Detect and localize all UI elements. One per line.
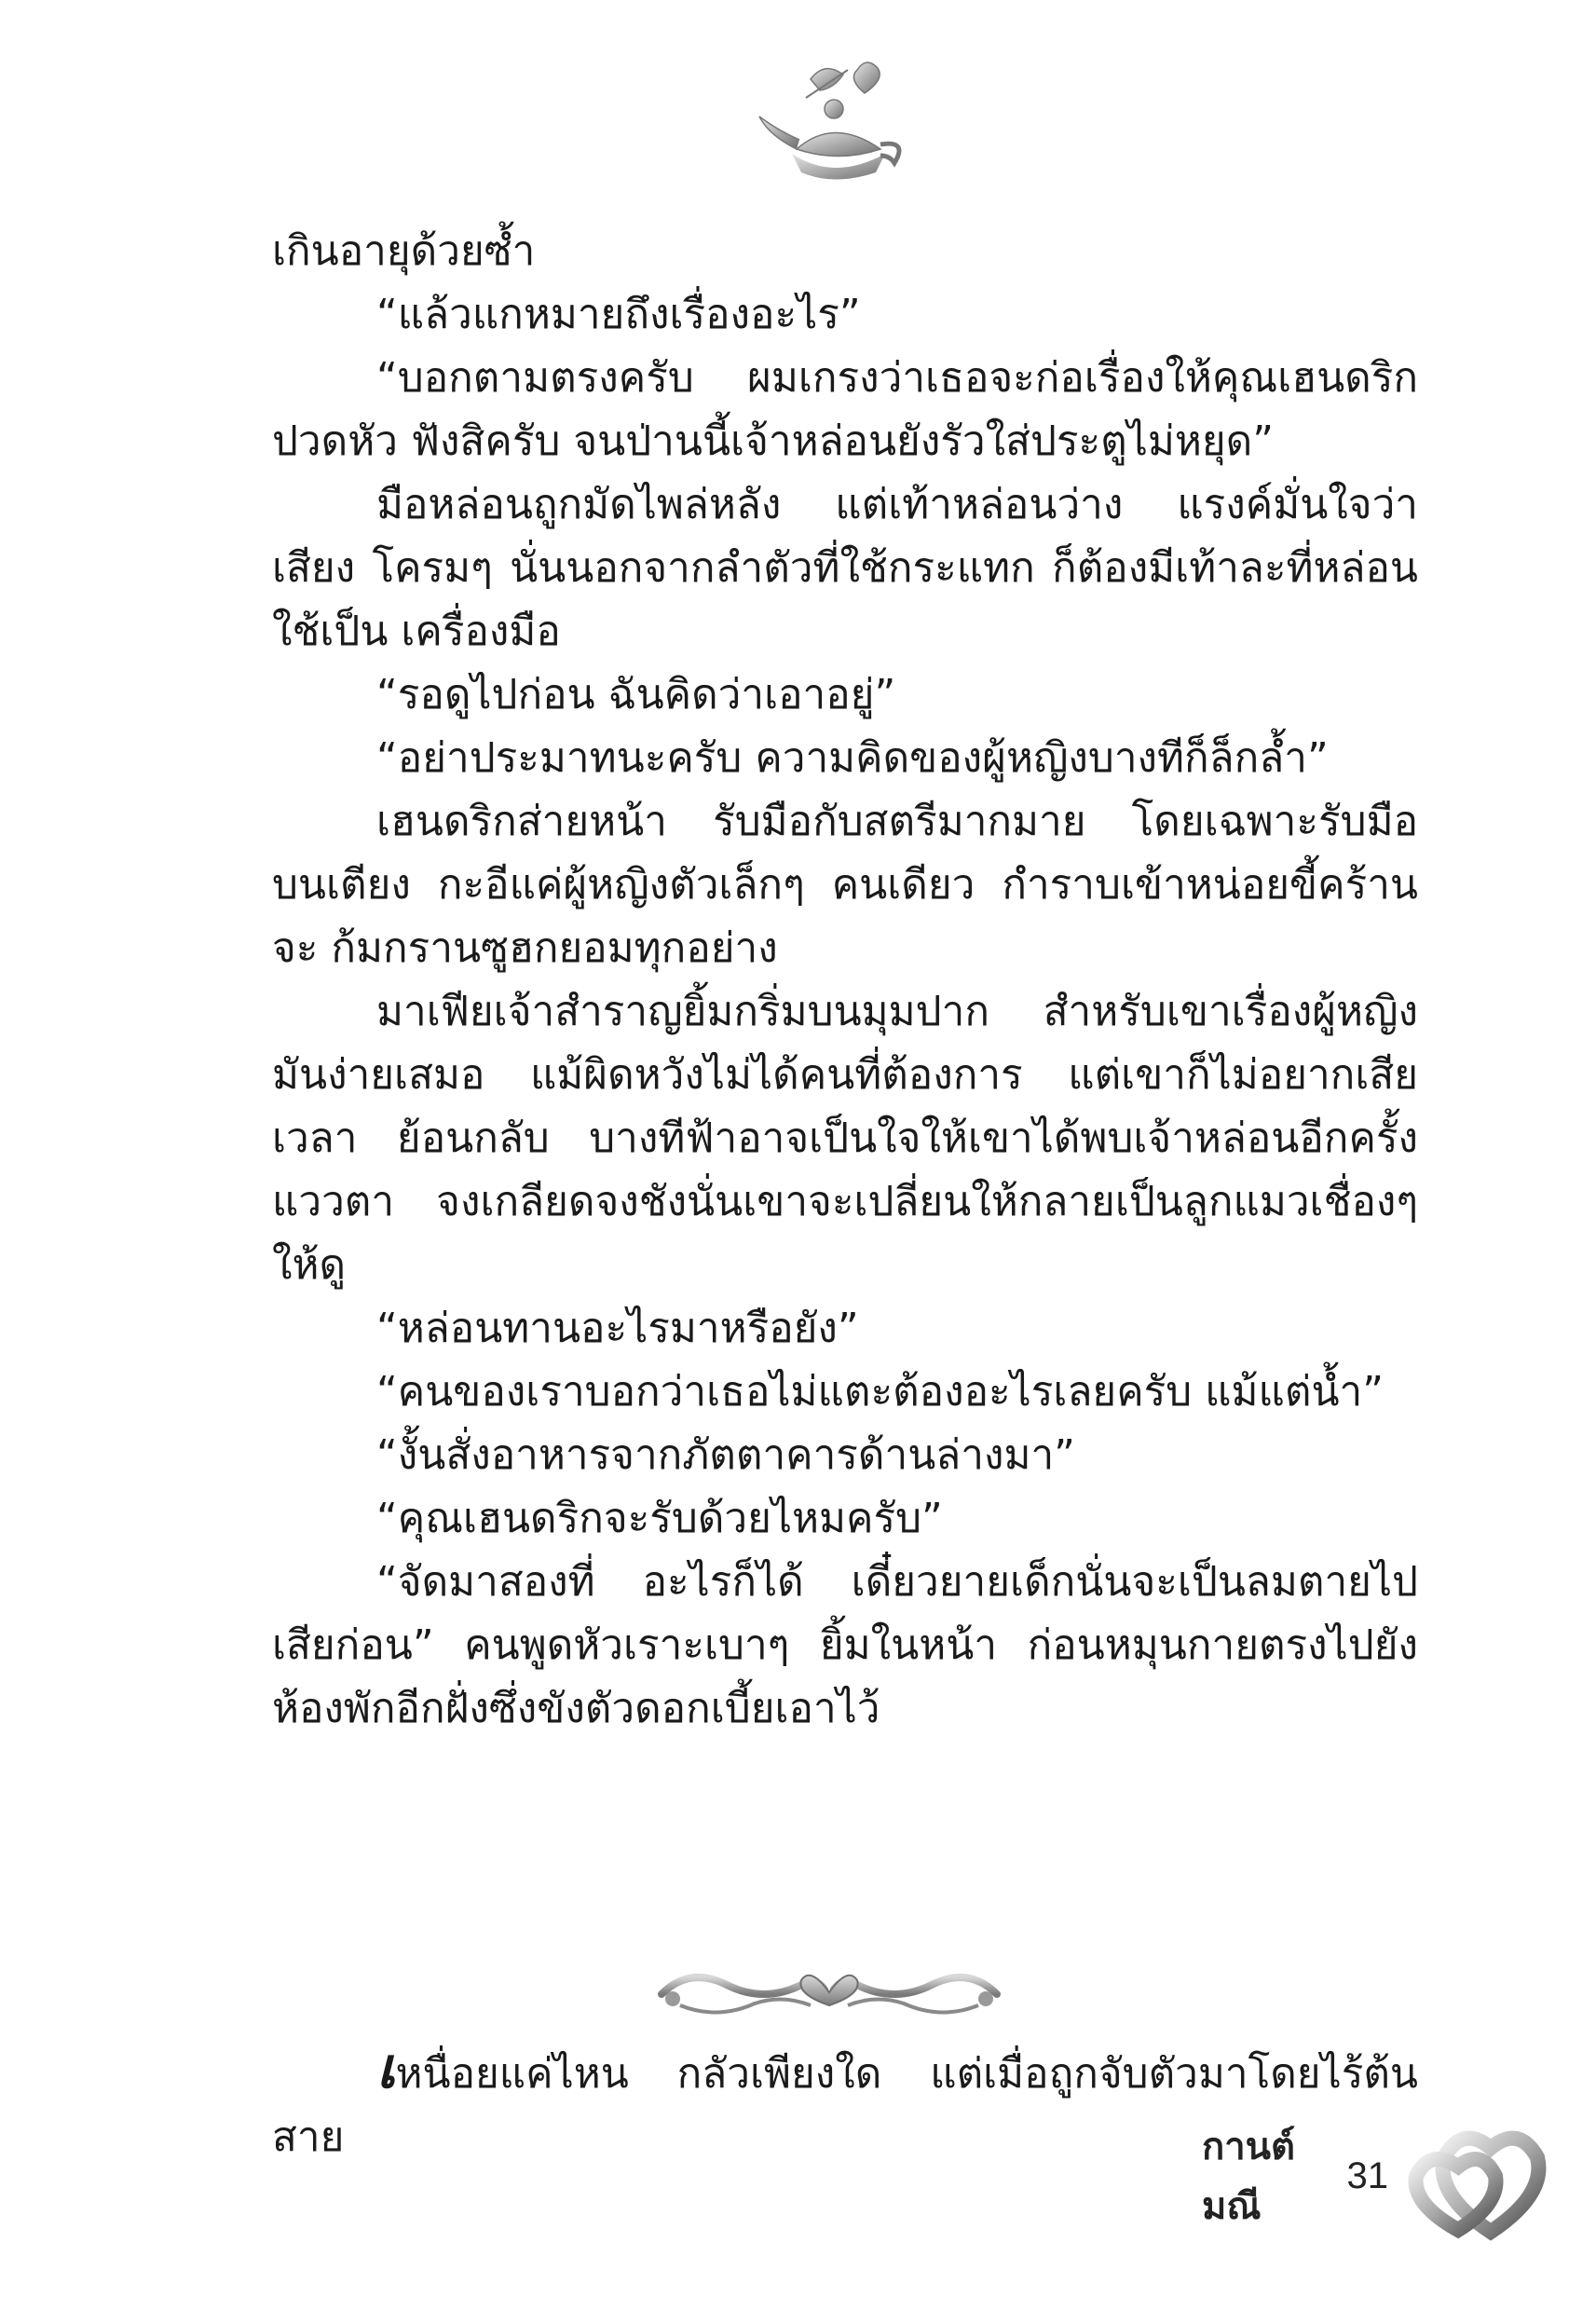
page-number: 31 bbox=[1346, 2154, 1388, 2196]
teapot-ornament-icon bbox=[755, 51, 913, 191]
paragraph-3: “บอกตามตรงครับ ผมเกรงว่าเธอจะก่อเรื่องให้คุณเฮนดริก ปวดหัว ฟังสิครับ จนป่านนี้เจ้าหล่อนยังรัวใส่ประตูไม่หยุด” bbox=[272, 354, 1418, 465]
paragraph-8: มาเฟียเจ้าสำราญยิ้มกริ่มบนมุมปาก สำหรับเขาเรื่องผู้หญิง มันง่ายเสมอ แม้ผิดหวังไม่ได้คนที่ต้องการ แต่เขาก็ไม่อยากเสียเวลา ย้อนกลับ บางทีฟ้าอาจเป็นใจให้เขาได้พบเจ้าหล่อนอีกครั้ง แววตา จงเกลียดจงชังนั่นเขาจะเปลี่ยนให้กลายเป็นลูกแมวเชื่องๆ ให้ดู bbox=[272, 988, 1418, 1289]
paragraph-6: “อย่าประมาทนะครับ ความคิดของผู้หญิงบางทีก็ล็กล้ำ” bbox=[376, 734, 1329, 782]
body-text bbox=[272, 220, 1418, 1741]
paragraph-1: เกินอายุด้วยซ้ำ bbox=[272, 227, 536, 275]
paragraph-10: “คนของเราบอกว่าเธอไม่แตะต้องอะไรเลยครับ แม้แต่น้ำ” bbox=[376, 1368, 1385, 1415]
drop-cap: เ bbox=[376, 2036, 396, 2101]
paragraph-5: “รอดูไปก่อน ฉันคิดว่าเอาอยู่” bbox=[376, 671, 896, 718]
section-divider-ornament-icon bbox=[652, 1948, 1006, 2031]
page-footer bbox=[1202, 2126, 1388, 2227]
paragraph-7: เฮนดริกส่ายหน้า รับมือกับสตรีมากมาย โดยเฉพาะรับมือ บนเตียง กะอีแค่ผู้หญิงตัวเล็กๆ คนเดียว กำราบเข้าหน่อยขี้คร้านจะ ก้มกรานซูฮกยอมทุกอย่าง bbox=[272, 798, 1418, 972]
paragraph-9: “หล่อนทานอะไรมาหรือยัง” bbox=[376, 1305, 859, 1352]
paragraph-4: มือหล่อนถูกมัดไพล่หลัง แต่เท้าหล่อนว่าง แรงค์มั่นใจว่าเสียง โครมๆ นั่นนอกจากลำตัวที่ใช้กระแทก ก็ต้องมีเท้าละที่หล่อนใช้เป็น เครื่องมือ bbox=[272, 481, 1418, 655]
book-title: กานต์มณี bbox=[1202, 2126, 1295, 2227]
paragraph-2: “แล้วแกหมายถึงเรื่องอะไร” bbox=[376, 291, 861, 338]
interlocked-hearts-icon bbox=[1407, 2120, 1556, 2241]
paragraph-11: “งั้นสั่งอาหารจากภัตตาคารด้านล่างมา” bbox=[376, 1431, 1075, 1479]
paragraph-12: “คุณเฮนดริกจะรับด้วยไหมครับ” bbox=[376, 1495, 943, 1542]
last-paragraph-text: หนื่อยแค่ไหน กลัวเพียงใด แต่เมื่อถูกจับตัวมาโดยไร้ต้นสาย bbox=[272, 2050, 1418, 2161]
paragraph-13: “จัดมาสองที่ อะไรก็ได้ เดี๋ยวยายเด็กนั่นจะเป็นลมตายไป เสียก่อน” คนพูดหัวเราะเบาๆ ยิ้มในหน้า ก่อนหมุนกายตรงไปยัง ห้องพักอีกฝั่งซึ่งขังตัวดอกเบี้ยเอาไว้ bbox=[272, 1558, 1418, 1732]
